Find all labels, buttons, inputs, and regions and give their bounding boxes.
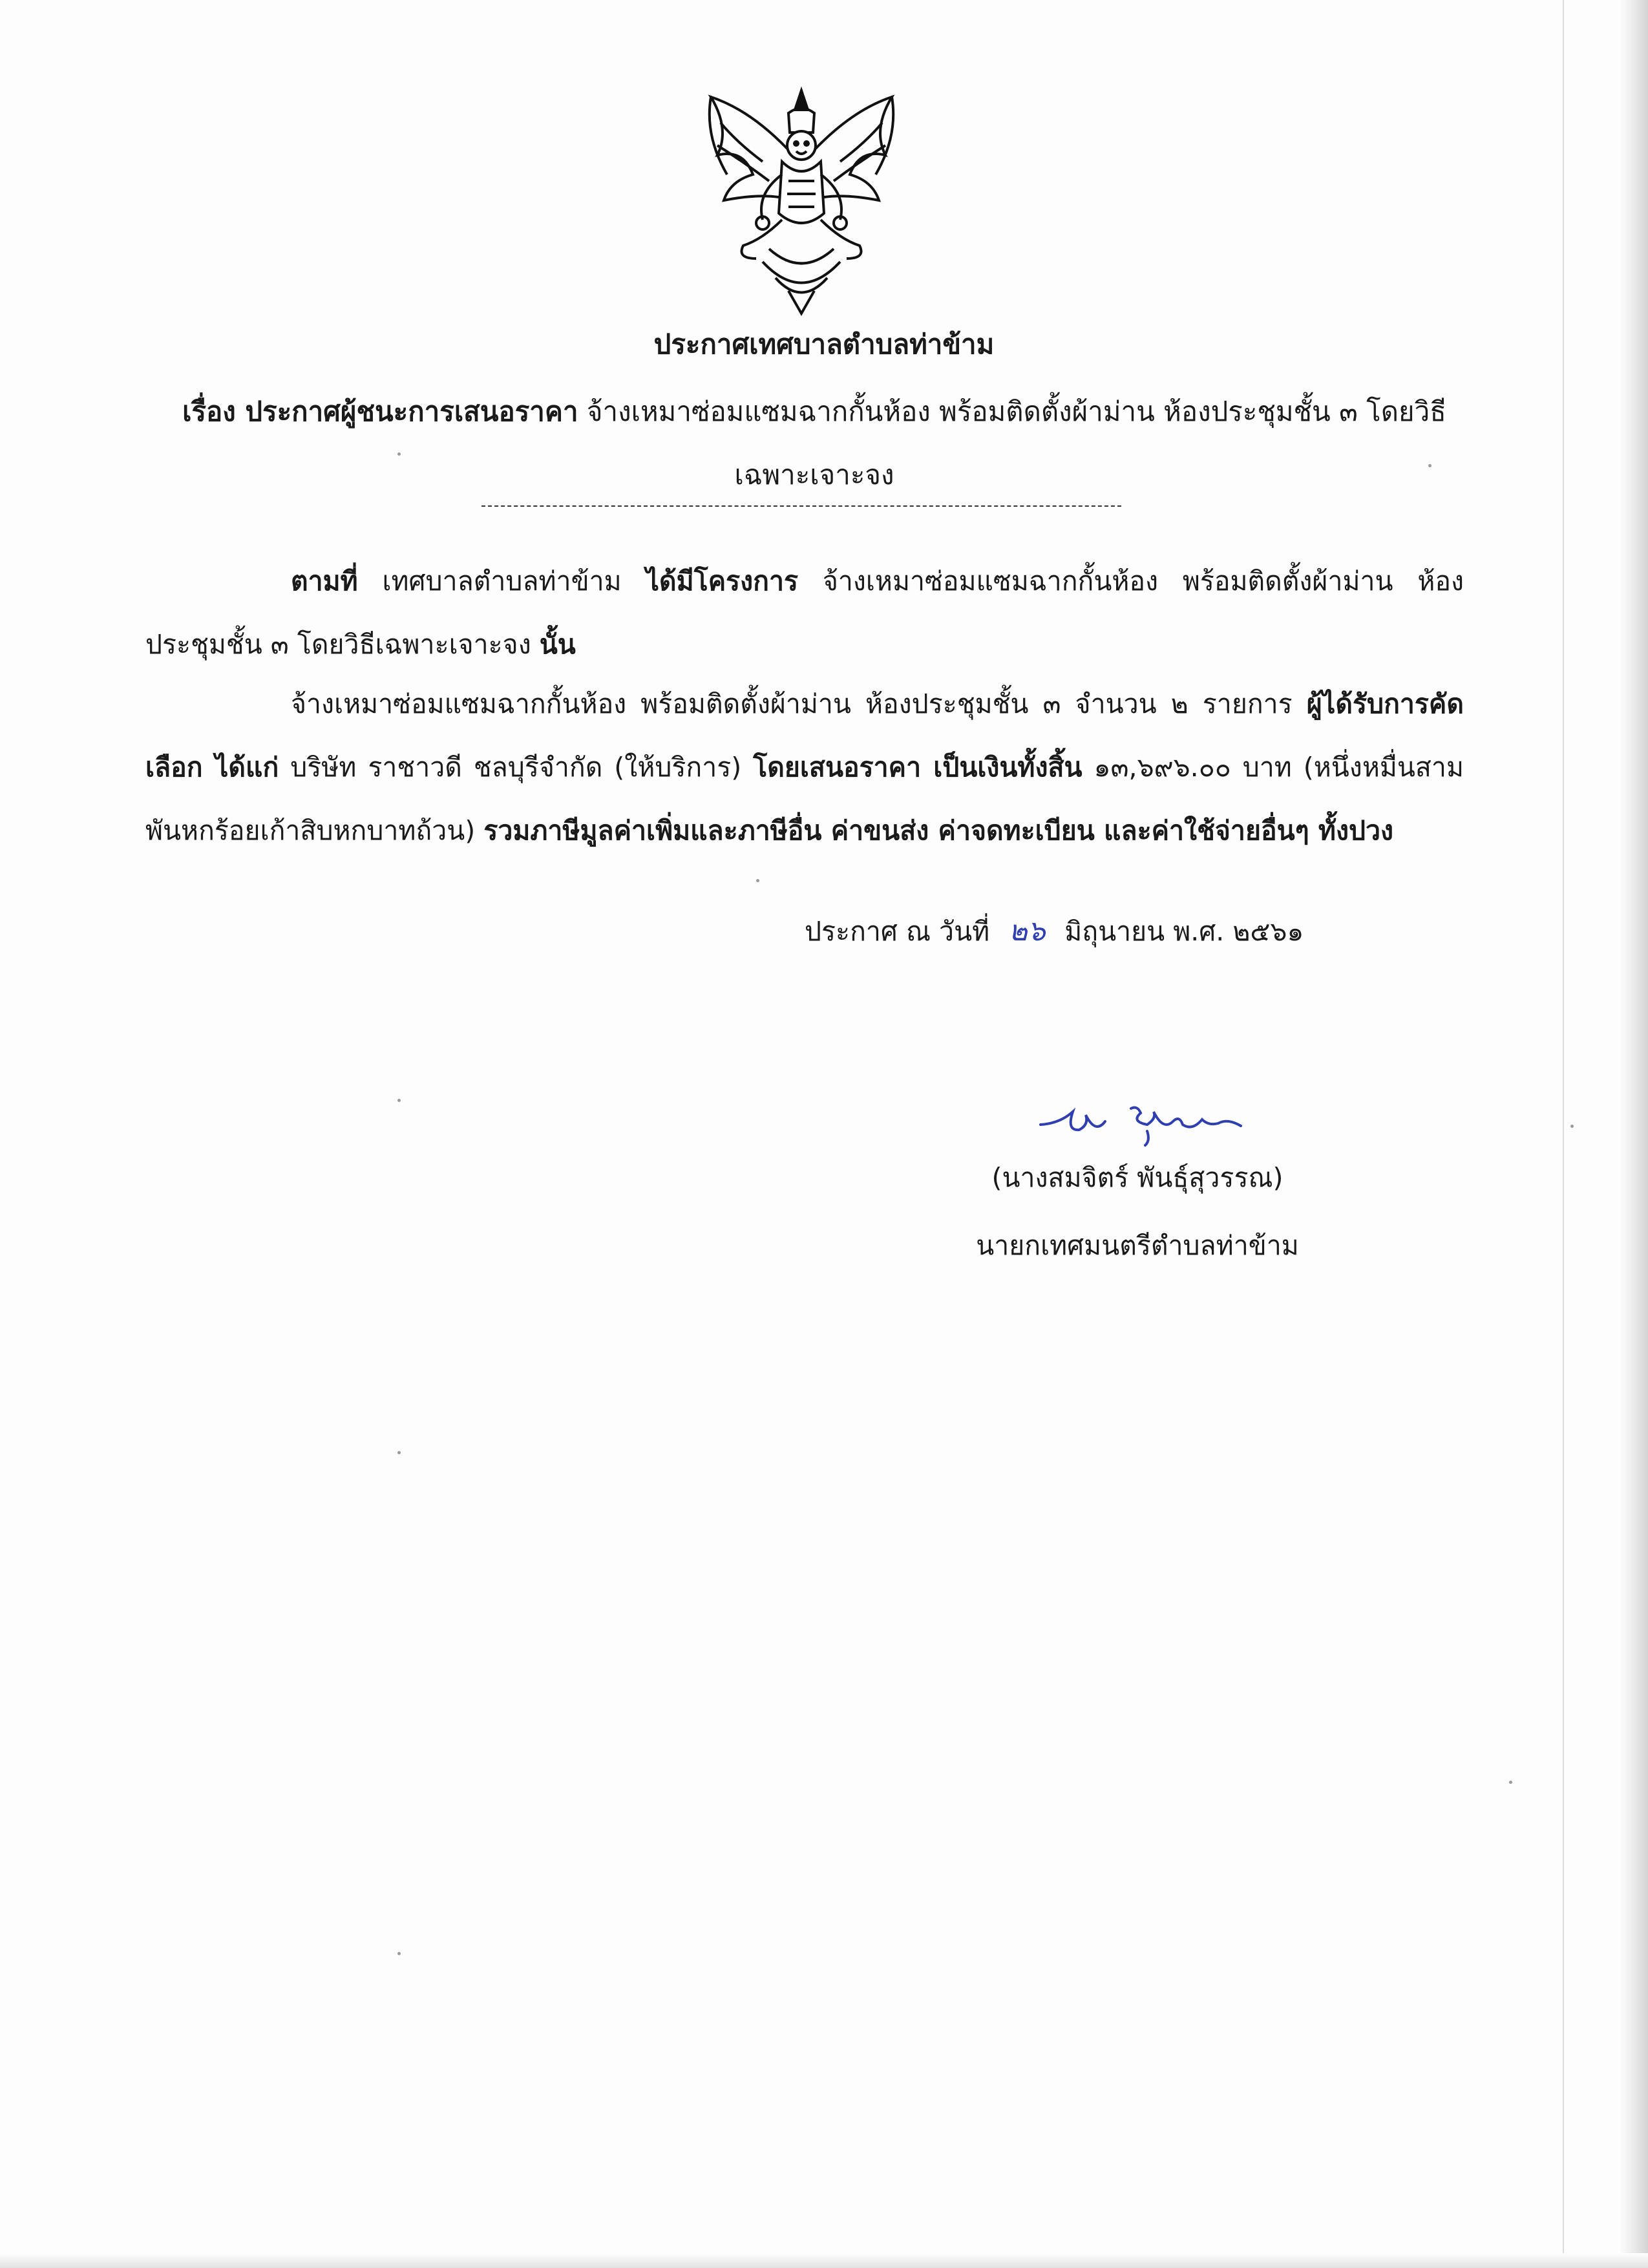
date-prefix: ประกาศ ณ วันที่ [805,916,990,947]
signer-title: นายกเทศมนตรีตำบลท่าข้าม [976,1230,1299,1261]
scan-speck [397,1451,401,1454]
p2-phrase-f: รวมภาษีมูลค่าเพิ่มและภาษีอื่น ค่าขนส่ง ค่าจดทะเบียน และค่าใช้จ่ายอื่นๆ ทั้งปวง [483,815,1394,846]
p2-phrase-a: จ้างเหมาซ่อมแซมฉากกั้นห้อง พร้อมติดตั้งผ้าม่าน ห้องประชุมชั้น ๓ จำนวน ๒ รายการ [291,688,1307,719]
garuda-emblem-icon [692,84,911,317]
p1-phrase-d: จ้างเหมาซ่อมแซมฉากกั้นห้อง พร้อมติดตั้งผ้าม่าน ห้องประชุมชั้น ๓ โดยวิธีเฉพาะเจาะจง [145,566,1464,660]
announcement-date [805,908,1304,953]
scan-speck [1428,464,1431,467]
signer-name: (นางสมจิตร์ พันธุ์สุวรรณ) [991,1162,1284,1193]
p1-phrase-c: ได้มีโครงการ [646,566,799,597]
handwritten-day: ๒๖ [1008,915,1046,948]
scan-edge-bottom [0,2253,1648,2268]
scan-speck [1509,1781,1512,1784]
p1-phrase-e: นั้น [539,629,576,660]
p2-phrase-d: โดยเสนอราคา เป็นเงินทั้งสิ้น [753,752,1083,783]
subject-text: จ้างเหมาซ่อมแซมฉากกั้นห้อง พร้อมติดตั้งผ้าม่าน ห้องประชุมชั้น ๓ โดยวิธีเฉพาะเจาะจง [578,396,1446,491]
subject-label: เรื่อง ประกาศผู้ชนะการเสนอราคา [182,396,578,427]
paragraph-1 [145,549,1464,676]
scan-speck [397,1952,401,1955]
scan-speck [397,452,401,456]
document-title: ประกาศเทศบาลตำบลท่าข้าม [653,328,995,360]
p2-phrase-c: บริษัท ราชาวดี ชลบุรีจำกัด (ให้บริการ) [279,752,754,783]
scan-speck [756,879,759,882]
subject-line [155,380,1474,507]
p1-phrase-b: เทศบาลตำบลท่าข้าม [357,566,646,597]
handwritten-signature [1034,1086,1254,1157]
p2-phrase-b: ผู้ได้รับการคัดเลือก ได้แก่ [145,688,1464,783]
scan-speck [1570,1125,1574,1128]
date-month-year: มิถุนายน พ.ศ. ๒๕๖๑ [1064,916,1304,947]
separator-line [481,505,1121,507]
paragraph-2 [145,672,1464,862]
p2-phrase-e: ๑๓,๖๙๖.๐๐ บาท (หนึ่งหมื่นสามพันหกร้อยเก้าสิบหกบาทถ้วน) [145,752,1464,846]
p1-phrase-a: ตามที่ [291,566,358,597]
scan-speck [397,1099,401,1102]
